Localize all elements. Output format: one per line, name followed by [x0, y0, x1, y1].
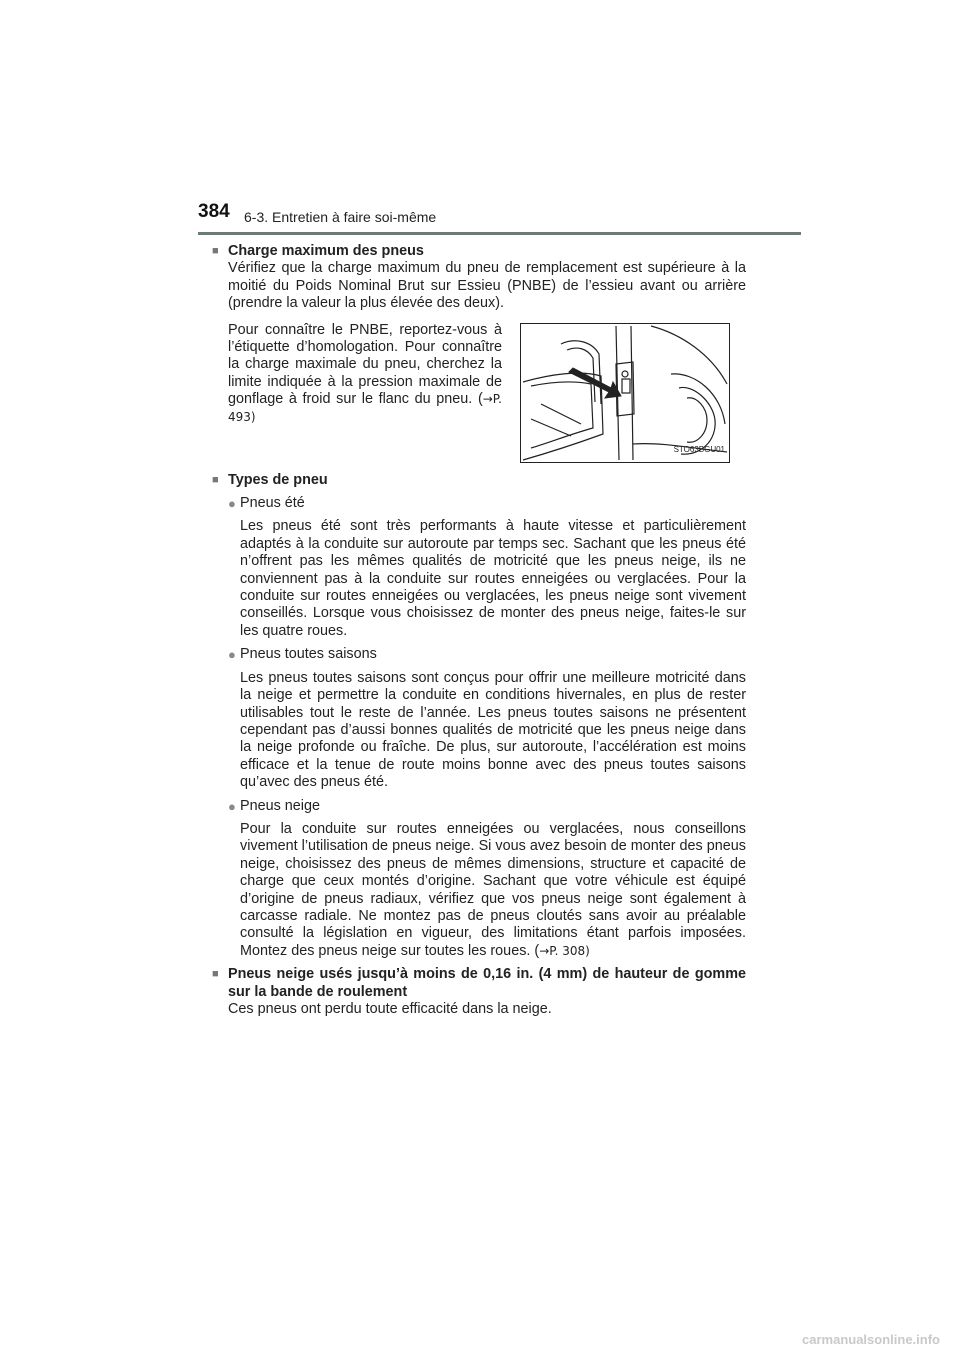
header-divider [198, 232, 801, 235]
figure-id: STO63BGU01 [673, 445, 725, 455]
list-item-summer-title: Pneus été [240, 495, 305, 512]
heading-charge-text: Charge maximum des pneus [228, 243, 424, 259]
paragraph-worn: Ces pneus ont perdu toute efficacité dans la neige. [228, 1001, 552, 1017]
page-reference-link[interactable]: →P. 493) [228, 392, 502, 424]
round-bullet-icon: ● [228, 647, 236, 663]
paragraph-allseason: Les pneus toutes saisons sont conçus pour offrir une meilleure motricité dans la neige et permettre la conduite en conditions hivernales, en plus de rester utilisables tout le reste de l’année. Les pneus toutes saisons ne présentent cependant pas d’aussi bonnes qualités de motricité que les pneus neige dans la neige profonde ou fraîche. De plus, sur autoroute, l’accélération est moins efficace et la tenue de route moins bonne avec des pneus toutes saisons qu’avec des pneus été. [240, 669, 746, 791]
list-item-snow [228, 798, 746, 815]
heading-worn [212, 966, 746, 1001]
watermark: carmanualsonline.info [802, 1332, 940, 1347]
page-reference-link[interactable]: →P. 308) [539, 943, 590, 958]
list-item-allseason [228, 646, 746, 663]
round-bullet-icon: ● [228, 496, 236, 512]
heading-types-text: Types de pneu [228, 471, 328, 488]
paragraph-snow-text: Pour la conduite sur routes enneigées ou verglacées, nous conseillons vivement l’utilisation de pneus neige. Si vous avez besoin de monter des pneus neige, choisissez des pneus de mêmes dimensions, structure et capacité de charge que ceux montés d’origine. Sachant que votre véhicule est équipé d’origine de pneus radiaux, vérifiez que vos pneus neige sont également à carcasse radiale. Ne montez pas de pneus cloutés sans avoir au préalable consulté la législation en vigueur, des limitations étant parfois imposées. Montez des pneus neige sur toutes les roues. ( [240, 820, 746, 959]
door-label-illustration [520, 323, 730, 463]
paragraph-summer: Les pneus été sont très performants à haute vitesse et particulièrement adaptés à la conduite sur autoroute par temps sec. Sachant que les pneus été n’offrent pas les mêmes qualités de motricité que les pneus neige, ils ne conviennent pas à la conduite sur routes enneigées ou verglacées. Pour la conduite sur routes enneigées ou verglacées, les pneus neige sont vivement conseillés. Lorsque vous choisissez de monter des pneus neige, faites-le sur les quatre roues. [240, 518, 746, 639]
page-number: 384 [198, 201, 230, 222]
list-item-snow-title: Pneus neige [240, 797, 321, 814]
list-item-summer [228, 495, 746, 512]
square-bullet-icon: ■ [212, 473, 219, 486]
section-title: 6-3. Entretien à faire soi-même [244, 209, 437, 225]
heading-worn-text: Pneus neige usés jusqu’à moins de 0,16 in. (4 mm) de hauteur de gomme sur la bande de roulement [228, 966, 746, 1000]
paragraph-charge-intro: Vérifiez que la charge maximum du pneu de remplacement est supérieure à la moitié du Poids Nominal Brut sur Essieu (PNBE) de l’essieu avant ou arrière (prendre la valeur la plus élevée des deux). [228, 260, 746, 312]
paragraph-snow [240, 821, 746, 960]
paragraph-charge-label [228, 322, 502, 463]
heading-charge [212, 243, 746, 260]
page-content [212, 243, 746, 1018]
round-bullet-icon: ● [228, 798, 236, 814]
square-bullet-icon: ■ [212, 245, 219, 257]
square-bullet-icon: ■ [212, 968, 219, 981]
heading-types [212, 472, 746, 489]
list-item-allseason-title: Pneus toutes saisons [240, 646, 377, 663]
paragraph-charge-label-text: Pour connaître le PNBE, reportez-vous à l’étiquette d’homologation. Pour connaître la charge maximale du pneu, cherchez la limite indiquée à la pression maximale de gonflage à froid sur le flanc du pneu. ( [228, 321, 502, 408]
charge-row [228, 322, 746, 463]
